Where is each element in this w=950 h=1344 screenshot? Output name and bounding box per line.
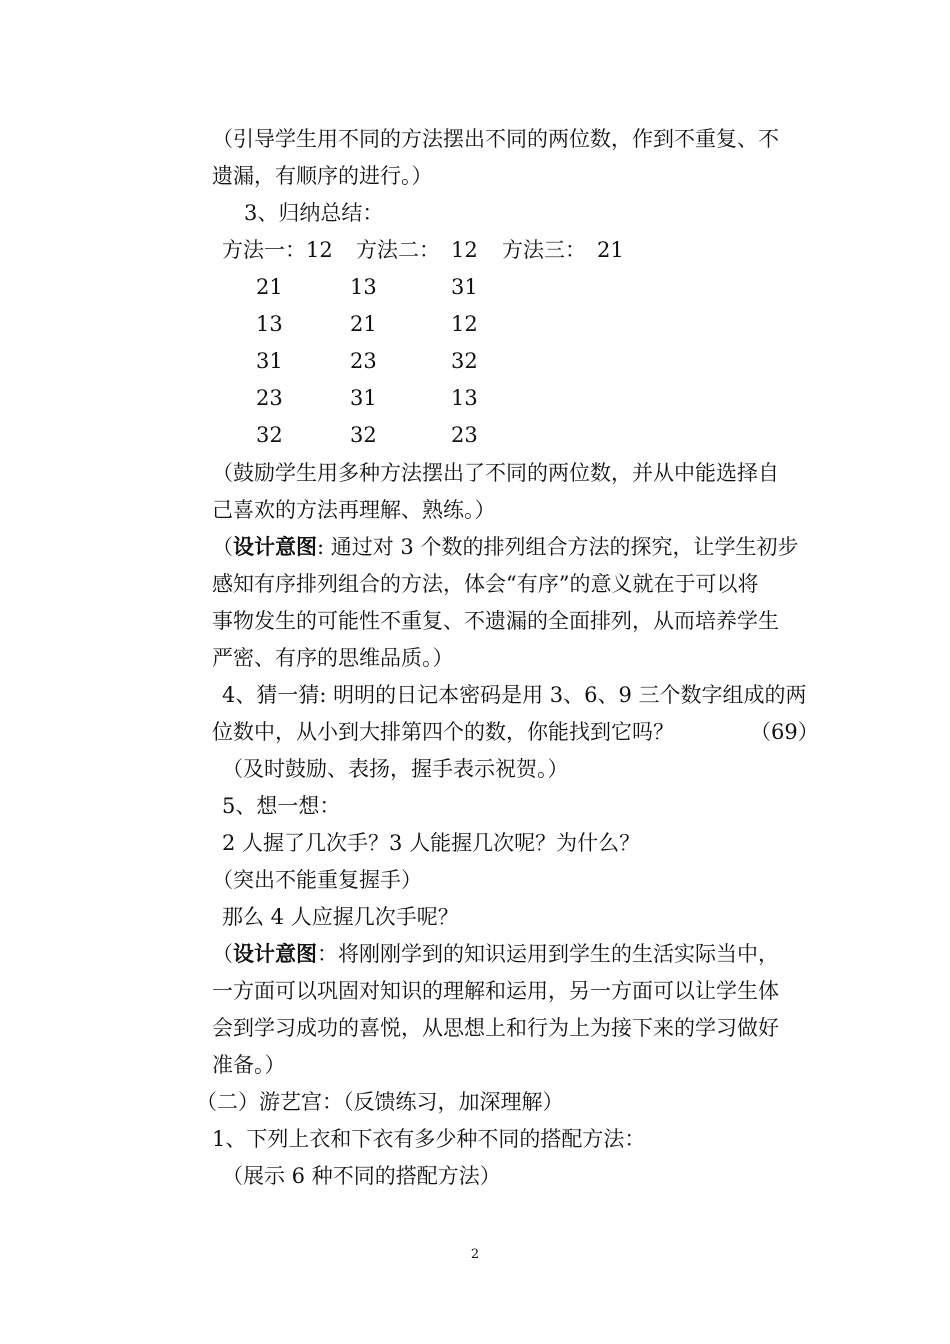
method-one-value: 32 — [256, 423, 283, 447]
method-three-value: 13 — [451, 386, 478, 410]
page-number: 2 — [470, 1247, 480, 1262]
text-line: 2 人握了几次手？3 人能握几次呢？为什么？ — [222, 831, 641, 855]
method-three-first: 21 — [597, 238, 624, 262]
design-intent-line — [212, 941, 779, 967]
method-one-value: 13 — [256, 312, 283, 336]
design-intent-text: ：将刚刚学到的知识运用到学生的生活实际当中， — [317, 942, 779, 966]
section-heading: （二）游艺宫：（反馈练习，加深理解） — [196, 1090, 564, 1114]
design-intent-text: : 通过对 3 个数的排列组合方法的探究，让学生初步 — [317, 535, 799, 559]
text-line: 己喜欢的方法再理解、熟练。） — [212, 498, 496, 522]
text-line: 一方面可以巩固对知识的理解和运用，另一方面可以让学生体 — [212, 979, 779, 1003]
text-line: 感知有序排列组合的方法，体会“有序”的意义就在于可以将 — [212, 572, 759, 596]
text-line: （引导学生用不同的方法摆出不同的两位数，作到不重复、不 — [212, 127, 779, 151]
answer-text: （69） — [750, 720, 819, 744]
method-two-value: 21 — [350, 312, 377, 336]
text-line: （突出不能重复握手） — [212, 868, 422, 892]
method-two-first: 12 — [451, 238, 478, 262]
method-three-value: 31 — [451, 275, 478, 299]
method-two-value: 31 — [350, 386, 377, 410]
method-three-value: 32 — [451, 349, 478, 373]
method-three-value: 12 — [451, 312, 478, 336]
text-line: （及时鼓励、表扬，握手表示祝贺。） — [222, 757, 569, 781]
text-line: （展示 6 种不同的搭配方法） — [222, 1164, 501, 1188]
section-heading: 5、想一想： — [222, 794, 341, 818]
text-line: 准备。） — [212, 1053, 286, 1077]
text-line: 遗漏，有顺序的进行。） — [212, 164, 433, 188]
paren: （ — [212, 942, 233, 966]
text-line: 事物发生的可能性不重复、不遗漏的全面排列，从而培养学生 — [212, 609, 779, 633]
text-line: 1、下列上衣和下衣有多少种不同的搭配方法： — [212, 1127, 646, 1151]
text-line: （鼓励学生用多种方法摆出了不同的两位数，并从中能选择自 — [212, 461, 779, 485]
method-three-value: 23 — [451, 423, 478, 447]
method-two-value: 32 — [350, 423, 377, 447]
method-one-value: 31 — [256, 349, 283, 373]
text-line: 严密、有序的思维品质。） — [212, 646, 454, 670]
design-intent-line — [212, 534, 798, 560]
section-heading: 3、归纳总结： — [244, 201, 384, 225]
text-line: 4、猜一猜: 明明的日记本密码是用 3、6、9 三个数字组成的两 — [222, 683, 807, 707]
text-line: 那么 4 人应握几次手呢？ — [222, 905, 459, 929]
text-line: 位数中，从小到大排第四个的数，你能找到它吗？ — [212, 720, 674, 744]
text-line: 会到学习成功的喜悦，从思想上和行为上为接下来的学习做好 — [212, 1016, 779, 1040]
method-one-value: 21 — [256, 275, 283, 299]
design-intent-label: 设计意图 — [233, 534, 317, 559]
design-intent-label: 设计意图 — [233, 941, 317, 966]
method-one-label: 方法一：12 — [222, 238, 333, 262]
method-two-value: 13 — [350, 275, 377, 299]
method-one-value: 23 — [256, 386, 283, 410]
method-two-value: 23 — [350, 349, 377, 373]
paren: （ — [212, 535, 233, 559]
method-three-label: 方法三： — [502, 238, 586, 262]
method-two-label: 方法二： — [356, 238, 440, 262]
